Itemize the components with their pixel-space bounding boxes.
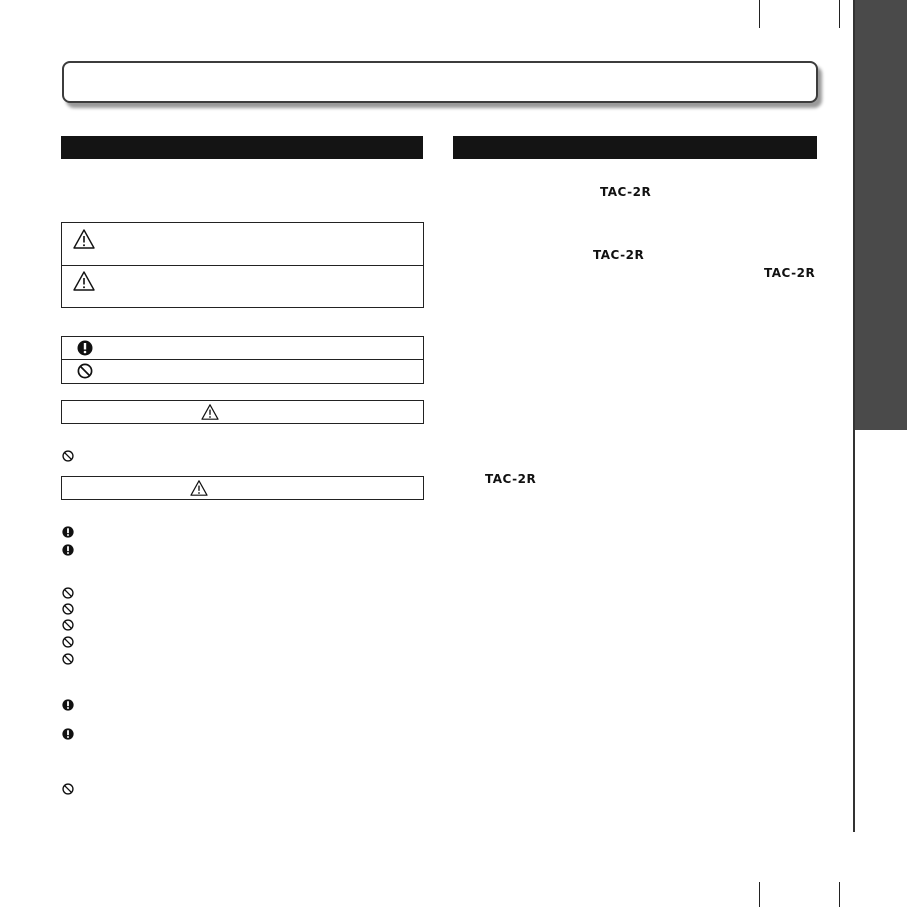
prohibited-circle-icon <box>62 636 74 648</box>
crop-mark <box>759 882 760 907</box>
mandatory-exclamation-icon <box>62 526 74 538</box>
section-header-left <box>61 136 423 159</box>
prohibited-circle-icon <box>62 450 74 462</box>
mandatory-exclamation-icon <box>62 544 74 556</box>
mandatory-exclamation-icon <box>77 340 93 356</box>
model-name-label: TAC-2R <box>593 248 645 262</box>
warning-triangle-icon <box>190 480 208 496</box>
warning-triangle-icon <box>73 229 95 249</box>
warning-triangle-icon <box>201 404 219 420</box>
symbol-legend-box <box>61 336 424 384</box>
mandatory-exclamation-icon <box>62 728 74 740</box>
prohibited-circle-icon <box>62 603 74 615</box>
section-header-right <box>453 136 817 159</box>
crop-mark <box>839 0 840 28</box>
chapter-side-tab <box>855 0 907 430</box>
legend-divider <box>62 265 423 266</box>
crop-mark <box>759 0 760 28</box>
model-name-label: TAC-2R <box>764 266 816 280</box>
prohibited-circle-icon <box>77 363 93 379</box>
caution-heading-bar <box>61 476 424 500</box>
model-name-label: TAC-2R <box>600 185 652 199</box>
warning-triangle-icon <box>73 271 95 291</box>
prohibited-circle-icon <box>62 653 74 665</box>
warning-legend-box <box>61 222 424 308</box>
warning-heading-bar <box>61 400 424 424</box>
page-edge-rule <box>853 0 855 832</box>
crop-mark <box>839 882 840 907</box>
prohibited-circle-icon <box>62 587 74 599</box>
model-name-label: TAC-2R <box>485 472 537 486</box>
prohibited-circle-icon <box>62 619 74 631</box>
row-divider <box>62 359 423 360</box>
mandatory-exclamation-icon <box>62 699 74 711</box>
title-banner <box>62 61 818 103</box>
prohibited-circle-icon <box>62 783 74 795</box>
